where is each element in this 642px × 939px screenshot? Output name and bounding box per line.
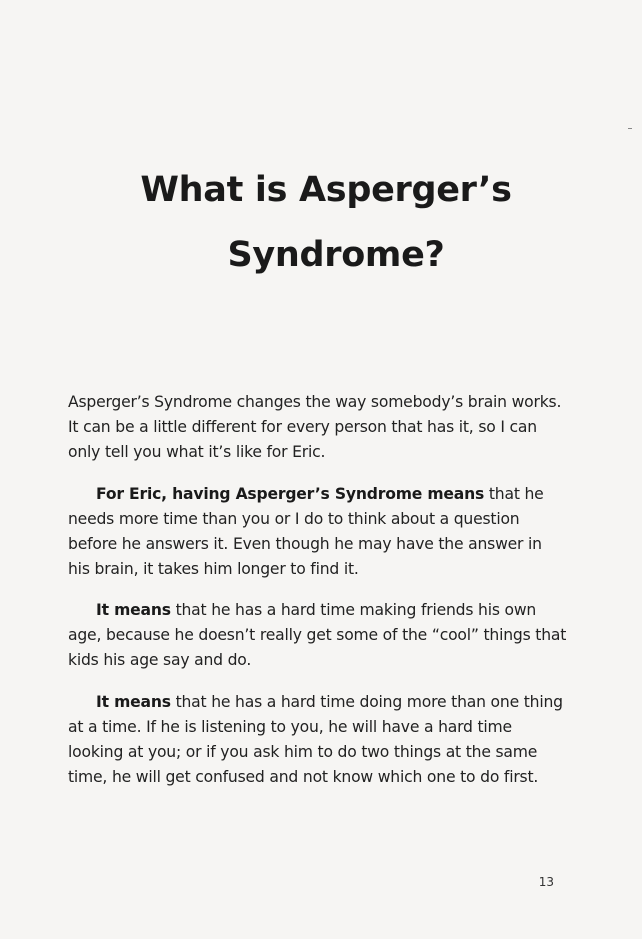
paragraph-eric-meaning-lead: For Eric, having Asperger’s Syndrome means — [96, 485, 485, 503]
title-line-2: Syndrome? — [227, 235, 445, 275]
paragraph-friends-text: that he has a hard time making friends his own age, because he doesn’t really get some of the “cool” things that kids his age say and do. — [68, 601, 567, 669]
title-line-1: What is Asperger’s — [140, 170, 512, 210]
paragraph-eric-meaning-text: that he needs more time than you or I do to think about a question before he answers it. Even though he may have the answer in his brain, it takes him longer to find it. — [68, 485, 544, 578]
paragraph-multitasking — [68, 690, 568, 790]
page-title — [0, 158, 642, 288]
paragraph-multitasking-lead: It means — [96, 693, 171, 711]
paragraph-intro-text: Asperger’s Syndrome changes the way somebody’s brain works. It can be a little different for every person that has it, so I can only tell you what it’s like for Eric. — [68, 393, 562, 461]
page-number: 13 — [538, 875, 554, 889]
paragraph-eric-meaning — [68, 482, 568, 582]
page-mark — [628, 128, 632, 129]
paragraph-multitasking-text: that he has a hard time doing more than one thing at a time. If he is listening to you, he will have a hard time looking at you; or if you ask him to do two things at the same time, he will get confused and not know which one to do first. — [68, 693, 563, 786]
paragraph-intro — [68, 390, 568, 465]
paragraph-friends — [68, 598, 568, 673]
paragraph-friends-lead: It means — [96, 601, 171, 619]
